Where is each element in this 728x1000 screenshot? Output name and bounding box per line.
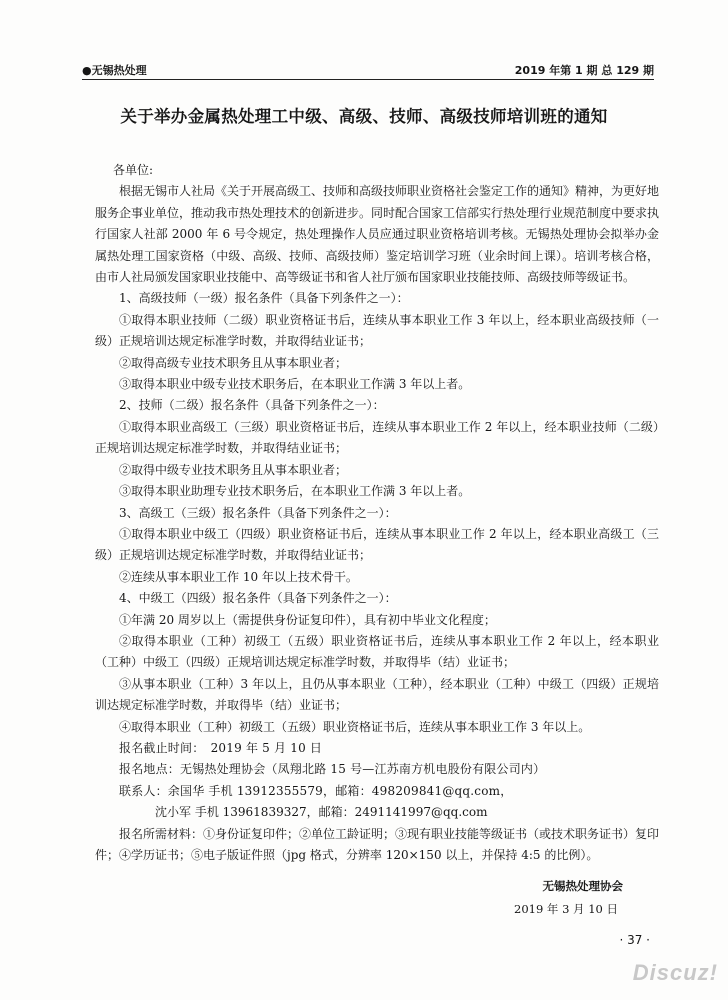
salutation: 各单位: [113,163,154,177]
notice-title: 关于举办金属热处理工中级、高级、技师、高级技师培训班的通知 [120,107,608,126]
condition-item: ④取得本职业（工种）初级工（五级）职业资格证书后，连续从事本职业工作 3 年以上。 [119,719,591,734]
section-technician: 2、技师（二级）报名条件（具备下列条件之一）： [119,398,385,413]
watermark-logo: Discuz! [632,960,718,985]
condition-item: ②取得高级专业技术职务且从事本职业者； [119,355,348,370]
issue-label: 2019 年第 1 期 总 129 期 [514,64,654,77]
section-intermediate-worker: 4、中级工（四级）报名条件（具备下列条件之一）： [119,591,397,606]
section-senior-worker: 3、高级工（三级）报名条件（具备下列条件之一）： [119,505,397,520]
page-number: · 37 · [619,933,650,947]
condition-item: ③取得本职业助理专业技术职务后，在本职业工作满 3 年以上者。 [119,484,471,499]
section-senior-technician: 1、高级技师（一级）报名条件（具备下列条件之一）： [119,291,409,306]
contact-person-2: 沈小军 手机 13961839327，邮箱：2491141997@qq.com [155,805,488,820]
condition-item: ①取得本职业中级工（四级）职业资格证书后，连续从事本职业工作 2 年以上，经本职业高级工（三级）正规培训达规定标准学时数，并取得结业证书； [95,526,659,563]
header-divider [82,79,654,80]
signature-organization: 无锡热处理协会 [542,879,623,893]
contact-person: 联系人：余国华 手机 13912355579，邮箱：498209841@qq.com， [119,783,513,798]
condition-item: ①取得本职业技师（二级）职业资格证书后，连续从事本职业工作 3 年以上，经本职业高级技师（一级）正规培训达规定标准学时数，并取得结业证书； [95,312,659,349]
condition-item: ①年满 20 周岁以上（需提供身份证复印件），具有初中毕业文化程度； [119,612,496,627]
intro-paragraph: 根据无锡市人社局《关于开展高级工、技师和高级技师职业资格社会鉴定工作的通知》精神，为更好地服务企事业单位，推动我市热处理技术的创新进步。同时配合国家工信部实行热处理行业规范制度中要求执行国家人社部 2000 年 6 号令规定，热处理操作人员应通过职业资格培训考核。无锡热处理协会拟举办金属热处理工国家资格（中级、高级、技师、高级技师）鉴定培训学习班（业余时间上课）。培训考核合格，由市人社局颁发国家职业技能中、高等级证书和省人社厅颁布国家职业技能技师、高级技师等级证书。 [95,184,660,285]
journal-name: ●无锡热处理 [82,64,147,77]
condition-item: ①取得本职业高级工（三级）职业资格证书后，连续从事本职业工作 2 年以上，经本职业技师（二级）正规培训达规定标准学时数，并取得结业证书； [95,419,659,456]
required-materials: 报名所需材料：①身份证复印件；②单位工龄证明；③现有职业技能等级证书（或技术职务证书）复印件；④学历证书；⑤电子版证件照（jpg 格式，分辨率 120×150 以上，并保持 4:5 的比例）。 [95,826,660,862]
registration-deadline: 报名截止时间： 2019 年 5 月 10 日 [119,740,323,755]
notice-body [95,160,659,866]
signature-date: 2019 年 3 月 10 日 [514,902,618,916]
condition-item: ③从事本职业（工种）3 年以上，且仍从事本职业（工种），经本职业（工种）中级工（四级）正规培训达规定标准学时数，并取得毕（结）业证书； [95,676,659,713]
condition-item: ②连续从事本职业工作 10 年以上技术骨干。 [119,569,358,584]
registration-location: 报名地点：无锡热处理协会（凤翔北路 15 号—江苏南方机电股份有限公司内） [119,762,546,777]
condition-item: ②取得中级专业技术职务且从事本职业者； [119,462,348,477]
condition-item: ③取得本职业中级专业技术职务后，在本职业工作满 3 年以上者。 [119,377,471,392]
condition-item: ②取得本职业（工种）初级工（五级）职业资格证书后，连续从事本职业工作 2 年以上，经本职业（工种）中级工（四级）正规培训达规定标准学时数，并取得毕（结）业证书； [95,633,659,670]
